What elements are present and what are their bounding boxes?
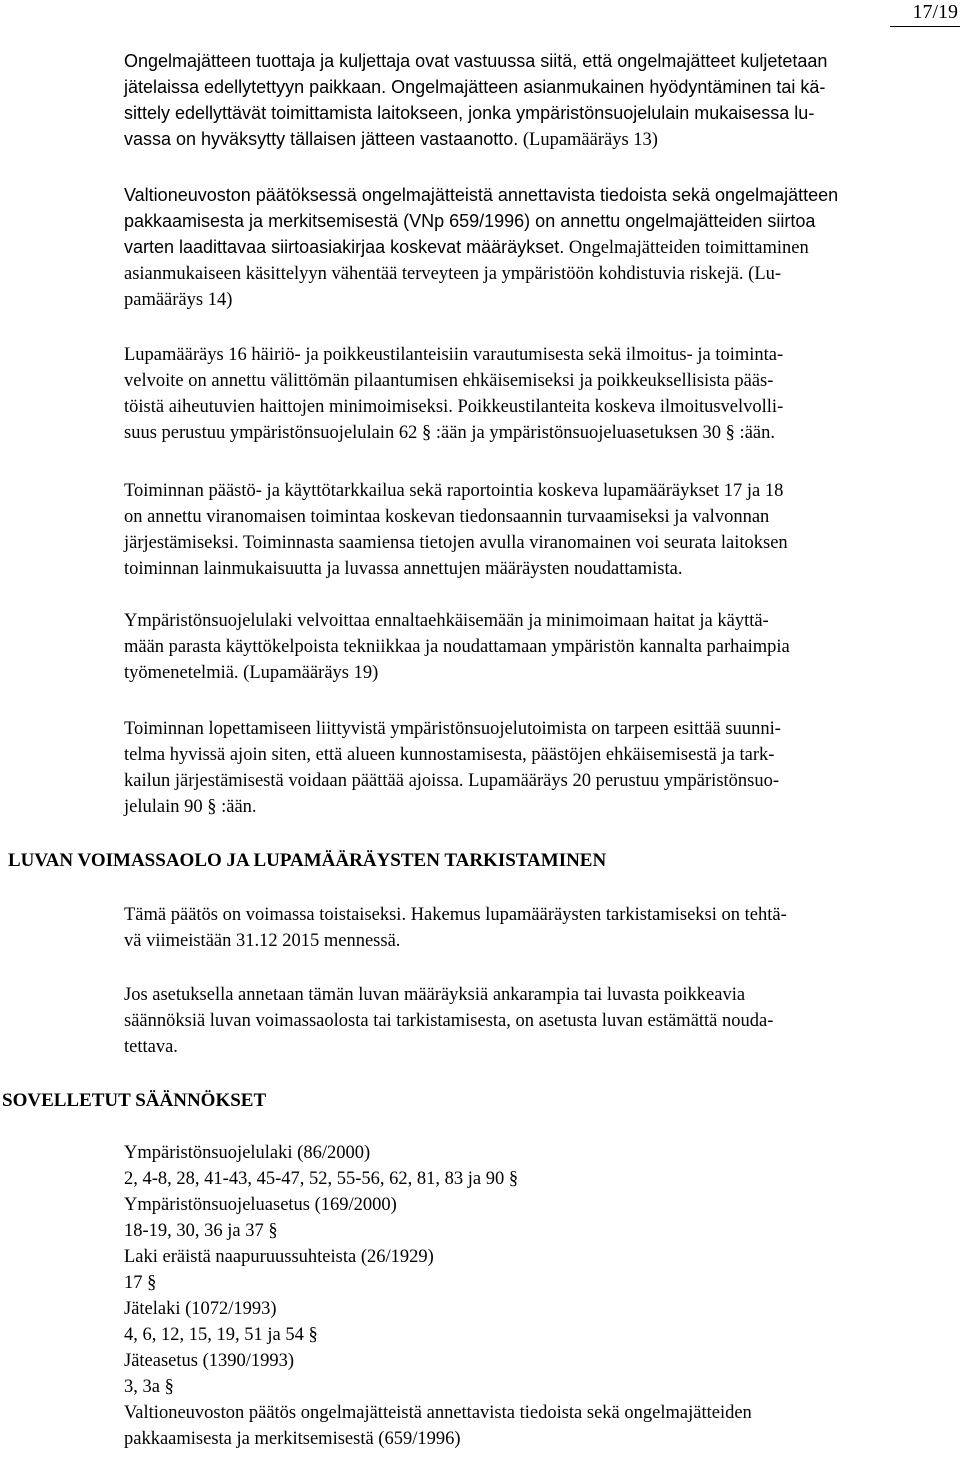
text-line: kailun järjestämisestä voidaan päättää ajoissa. Lupamääräys 20 perustuu ympäristönsuo- [124, 771, 780, 791]
text-line: Ympäristönsuojelulaki velvoittaa ennaltaehkäisemään ja minimoimaan haitat ja käyttä- [124, 611, 769, 631]
text-line: mään parasta käyttökelpoista tekniikkaa ja noudattamaan ympäristön kannalta parhaimpia [124, 637, 790, 657]
list-item: 18-19, 30, 36 ja 37 § [124, 1221, 278, 1241]
section-heading-validity: LUVAN VOIMASSAOLO JA LUPAMÄÄRÄYSTEN TARKISTAMINEN [8, 850, 607, 871]
text-line: varten laadittavaa siirtoasiakirjaa koskevat määräykset. [124, 237, 565, 257]
text-line: Toiminnan päästö- ja käyttötarkkailua sekä raportointia koskeva lupamääräykset 17 ja 18 [124, 481, 784, 501]
text-line: tettava. [124, 1037, 178, 1057]
paragraph-incidents [124, 342, 950, 446]
list-item: 4, 6, 12, 15, 19, 51 ja 54 § [124, 1325, 318, 1345]
text-line: toiminnan lainmukaisuutta ja luvassa annettujen määräysten noudattamista. [124, 559, 683, 579]
text-line: järjestämiseksi. Toiminnasta saamiensa tietojen avulla viranomainen voi seurata laitoksen [124, 533, 788, 553]
list-item: Ympäristönsuojelulaki (86/2000) [124, 1143, 371, 1163]
text-line: jätelaissa edellytettyyn paikkaan. Ongelmajätteen asianmukainen hyödyntäminen tai kä- [124, 77, 826, 97]
text-line: telma hyvissä ajoin siten, että alueen kunnostamisesta, päästöjen ehkäisemisestä ja tark- [124, 745, 775, 765]
paragraph-waste-documents [124, 182, 950, 313]
list-item: 3, 3a § [124, 1377, 174, 1397]
text-line: säännöksiä luvan voimassaolosta tai tarkistamisesta, on asetusta luvan estämättä nouda- [124, 1011, 774, 1031]
page-number: 17/19 [912, 1, 958, 23]
text-line: asianmukaiseen käsittelyyn vähentää terveyteen ja ympäristöön kohdistuvia riskejä. (Lu- [124, 264, 782, 284]
text-fragment: Ongelmajätteiden toimittaminen [564, 238, 809, 258]
list-item: 2, 4-8, 28, 41-43, 45-47, 52, 55-56, 62, 81, 83 ja 90 § [124, 1169, 519, 1189]
list-item: pakkaamisesta ja merkitsemisestä (659/1996) [124, 1429, 461, 1449]
paragraph-validity [124, 902, 950, 954]
text-line: Tämä päätös on voimassa toistaiseksi. Hakemus lupamääräysten tarkistamiseksi on tehtä- [124, 905, 787, 925]
text-line: pakkaamisesta ja merkitsemisestä (VNp 659/1996) on annettu ongelmajätteiden siirtoa [124, 211, 816, 231]
text-line: töistä aiheutuvien haittojen minimoimiseksi. Poikkeustilanteita koskeva ilmoitusvelvolli- [124, 397, 784, 417]
list-item: Valtioneuvoston päätös ongelmajätteistä annettavista tiedoista sekä ongelmajätteiden [124, 1403, 752, 1423]
text-line: jelulain 90 § :ään. [124, 797, 257, 817]
paragraph-best-practice [124, 608, 950, 686]
paragraph-closure [124, 716, 950, 820]
text-line: pamääräys 14) [124, 290, 233, 310]
text-line: sittely edellyttävät toimittamista laitokseen, jonka ympäristönsuojelulain mukaisessa lu- [124, 103, 815, 123]
text-line: Ongelmajätteen tuottaja ja kuljettaja ovat vastuussa siitä, että ongelmajätteet kuljetetaan [124, 51, 828, 71]
list-item: Laki eräistä naapuruussuhteista (26/1929) [124, 1247, 434, 1267]
list-item: 17 § [124, 1273, 157, 1293]
text-line: Lupamääräys 16 häiriö- ja poikkeustilanteisiin varautumisesta sekä ilmoitus- ja toiminta- [124, 345, 784, 365]
text-line: vä viimeistään 31.12 2015 mennessä. [124, 931, 401, 951]
paragraph-waste-transport [124, 48, 950, 153]
list-item: Ympäristönsuojeluasetus (169/2000) [124, 1195, 397, 1215]
provisions-list [124, 1140, 950, 1452]
text-line: suus perustuu ympäristönsuojelulain 62 § :ään ja ympäristönsuojeluasetuksen 30 § :ään. [124, 423, 775, 443]
section-heading-provisions: SOVELLETUT SÄÄNNÖKSET [2, 1090, 267, 1111]
text-fragment: (Lupamääräys 13) [518, 130, 658, 150]
text-line: on annettu viranomaisen toimintaa koskevan tiedonsaannin turvaamiseksi ja valvonnan [124, 507, 770, 527]
text-line: työmenetelmiä. (Lupamääräys 19) [124, 663, 379, 683]
list-item: Jäteasetus (1390/1993) [124, 1351, 295, 1371]
text-line: Valtioneuvoston päätöksessä ongelmajätteistä annettavista tiedoista sekä ongelmajätteen [124, 185, 839, 205]
paragraph-monitoring [124, 478, 950, 582]
text-line: velvoite on annettu välittömän pilaantumisen ehkäisemiseksi ja poikkeuksellisista pääs- [124, 371, 774, 391]
text-line: vassa on hyväksytty tällaisen jätteen vastaanotto. [124, 129, 519, 149]
page-number-rule [890, 26, 960, 27]
text-line: Jos asetuksella annetaan tämän luvan määräyksiä ankarampia tai luvasta poikkeavia [124, 985, 746, 1005]
text-line: Toiminnan lopettamiseen liittyvistä ympäristönsuojelutoimista on tarpeen esittää suunni- [124, 719, 781, 739]
list-item: Jätelaki (1072/1993) [124, 1299, 277, 1319]
paragraph-regulation [124, 982, 950, 1060]
